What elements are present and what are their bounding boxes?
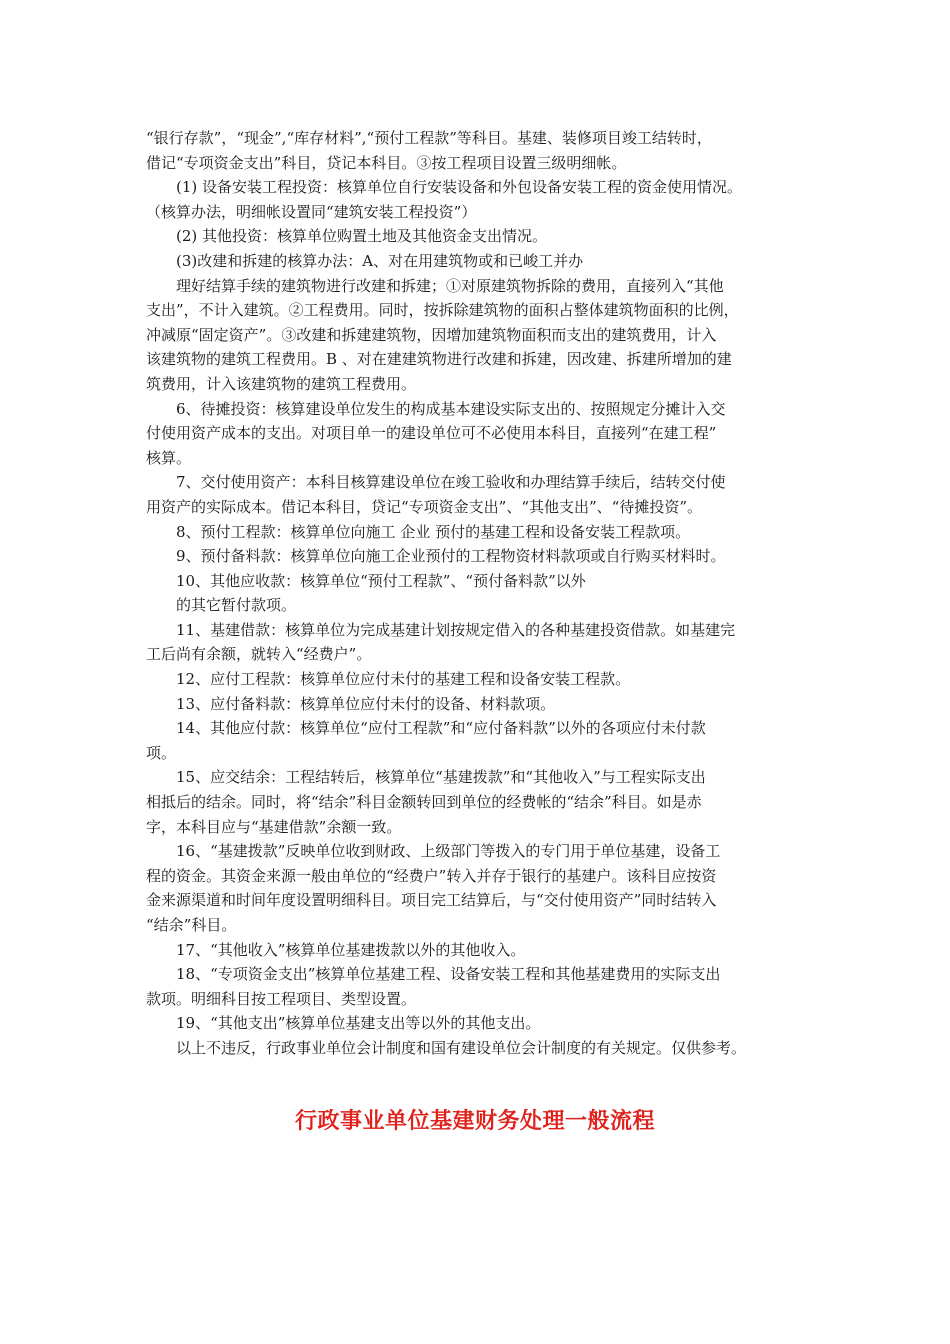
text-line: 16、“基建拨款”反映单位收到财政、上级部门等拨入的专门用于单位基建，设备工 (176, 842, 721, 861)
text-line: 19、“其他支出”核算单位基建支出等以外的其他支出。 (176, 1014, 541, 1033)
paragraph (146, 1011, 812, 1036)
text-line: 程的资金。其资金来源一般由单位的“经费户”转入并存于银行的基建户。该科目应按资 (146, 866, 717, 885)
paragraph (146, 249, 812, 274)
text-line: 工后尚有余额，就转入“经费户”。 (146, 645, 372, 664)
text-line: 11、基建借款：核算单位为完成基建计划按规定借入的各种基建投资借款。如基建完 (176, 620, 736, 639)
text-line: 18、“专项资金支出”核算单位基建工程、设备安装工程和其他基建费用的实际支出 (176, 965, 721, 984)
paragraph (146, 569, 812, 594)
paragraph (146, 224, 812, 249)
text-line: 8、预付工程款：核算单位向施工 企业 预付的基建工程和设备安装工程款项。 (176, 522, 691, 541)
text-line: (3)改建和拆建的核算办法：A、对在用建筑物或和已峻工并办 (176, 251, 584, 270)
text-line: 核算。 (146, 448, 192, 467)
paragraph (146, 618, 812, 667)
document-body (146, 126, 812, 1061)
paragraph (146, 520, 812, 545)
paragraph (146, 593, 812, 618)
paragraph (146, 692, 812, 717)
paragraph (146, 175, 812, 224)
text-line: 冲减原“固定资产”。③改建和拆建建筑物，因增加建筑物面积而支出的建筑费用，计入 (146, 325, 717, 344)
text-line: 该建筑物的建筑工程费用。B 、对在建建筑物进行改建和拆建，因改建、拆建所增加的建 (146, 350, 732, 369)
text-line: 10、其他应收款：核算单位“预付工程款”、“预付备料款”以外 (176, 571, 586, 590)
text-line: 付使用资产成本的支出。对项目单一的建设单位可不必使用本科目，直接列“在建工程” (146, 424, 717, 443)
paragraph (146, 938, 812, 963)
text-line: 支出”，不计入建筑。②工程费用。同时，按拆除建筑物的面积占整体建筑物面积的比例， (146, 301, 739, 320)
text-line: 的其它暂付款项。 (176, 596, 297, 615)
text-line: 17、“其他收入”核算单位基建拨款以外的其他收入。 (176, 940, 526, 959)
text-line: 金来源渠道和时间年度设置明细科目。项目完工结算后，与“交付使用资产”同时结转入 (146, 891, 717, 910)
text-line: 14、其他应付款：核算单位“应付工程款”和“应付备料款”以外的各项应付未付款 (176, 719, 706, 738)
text-line: 款项。明细科目按工程项目、类型设置。 (146, 989, 417, 1008)
text-line: 以上不违反，行政事业单位会计制度和国有建设单位会计制度的有关规定。仅供参考。 (176, 1038, 747, 1057)
text-line: (1) 设备安装工程投资：核算单位自行安装设备和外包设备安装工程的资金使用情况。 (176, 178, 743, 197)
paragraph (146, 962, 812, 1011)
text-line: 9、预付备料款：核算单位向施工企业预付的工程物资材料款项或自行购买材料时。 (176, 547, 726, 566)
text-line: 相抵后的结余。同时，将“结余”科目金额转回到单位的经费帐的“结余”科目。如是赤 (146, 793, 702, 812)
paragraph (146, 765, 812, 839)
text-line: (2) 其他投资：核算单位购置土地及其他资金支出情况。 (176, 227, 548, 246)
paragraph (146, 1036, 812, 1061)
paragraph (146, 716, 812, 765)
text-line: 15、应交结余：工程结转后，核算单位“基建拨款”和“其他收入”与工程实际支出 (176, 768, 706, 787)
text-line: 理好结算手续的建筑物进行改建和拆建；①对原建筑物拆除的费用，直接列入“其他 (176, 276, 724, 295)
text-line: 12、应付工程款：核算单位应付未付的基建工程和设备安装工程款。 (176, 670, 631, 689)
paragraph (146, 544, 812, 569)
text-line: 筑费用，计入该建筑物的建筑工程费用。 (146, 374, 417, 393)
text-line: 字，本科目应与“基建借款”余额一致。 (146, 817, 402, 836)
text-line: 借记“专项资金支出”科目，贷记本科目。③按工程项目设置三级明细帐。 (146, 153, 627, 172)
text-line: （核算办法，明细帐设置同“建筑安装工程投资”） (146, 202, 477, 221)
paragraph (146, 274, 812, 397)
text-line: 13、应付备料款：核算单位应付未付的设备、材料款项。 (176, 694, 556, 713)
text-line: 6、待摊投资：核算建设单位发生的构成基本建设实际支出的、按照规定分摊计入交 (176, 399, 726, 418)
paragraph (146, 667, 812, 692)
paragraph (146, 126, 812, 175)
text-line: 项。 (146, 743, 177, 762)
text-line: 7、交付使用资产：本科目核算建设单位在竣工验收和办理结算手续后，结转交付使 (176, 473, 726, 492)
text-line: 用资产的实际成本。借记本科目，贷记“专项资金支出”、“其他支出”、“待摊投资”。 (146, 497, 703, 516)
paragraph (146, 470, 812, 519)
paragraph (146, 839, 812, 937)
paragraph (146, 397, 812, 471)
section-title: 行政事业单位基建财务处理一般流程 (294, 1109, 655, 1134)
text-line: “银行存款”，“现金”,“库存材料”,“预付工程款”等科目。基建、装修项目竣工结转时， (146, 129, 712, 147)
text-line: “结余”科目。 (146, 916, 237, 934)
